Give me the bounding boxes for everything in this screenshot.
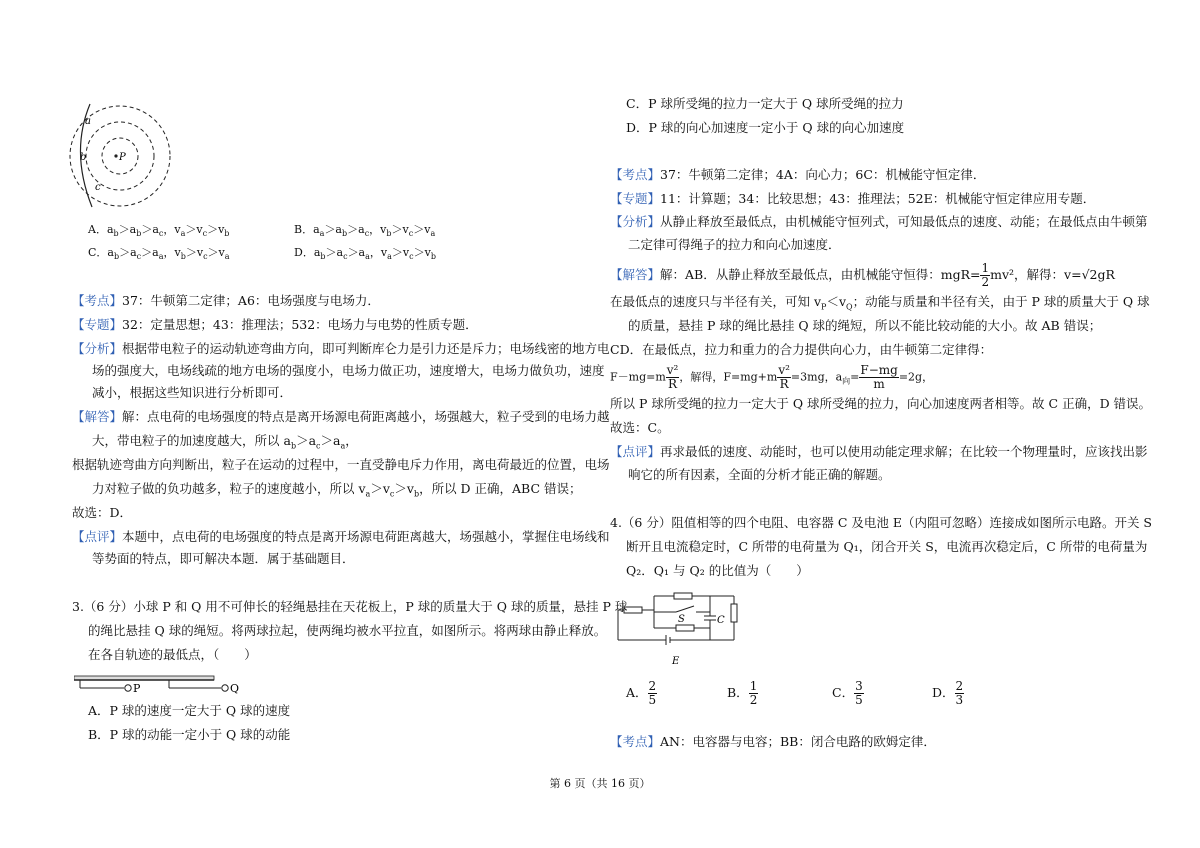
q2-fenxi-2: 场的强度大，电场线疏的地方电场的强度小，电场力做正功，速度增大，电场力做负功，速度 <box>92 363 605 378</box>
q2-option-d[interactable]: D．$a_b>a_c>a_a$，$v_a>v_c>v_b$ <box>294 246 436 262</box>
q2-jieda: 【解答】解：点电荷的电场强度的特点是离开场源电荷距离越小，场强越大，粒子受到的电场力越 <box>72 409 610 424</box>
label-b: b <box>80 152 87 163</box>
q4-option-a[interactable]: A． $\frac{2}{5}$ <box>626 679 657 707</box>
q3-answer: 故选：C。 <box>610 420 670 435</box>
q3-fenxi: 【分析】从静止释放至最低点，由机械能守恒列式，可知最低点的速度、动能；在最低点由牛顿第 <box>610 214 1148 229</box>
q3-jieda-6: 所以 P 球所受绳的拉力一定大于 Q 球所受绳的拉力，向心加速度两者相等。故 C 正确，D 错误。 <box>610 396 1152 411</box>
q4-stem-2: 断开且电流稳定时，C 所带的电荷量为 Q₁，闭合开关 S，电流再次稳定后，C 所带的电荷量为 <box>626 539 1148 554</box>
q3-jieda-4: CD．在最低点，拉力和重力的合力提供向心力，由牛顿第二定律得： <box>610 342 993 357</box>
circuit-label-c: C <box>717 615 725 626</box>
q2-jieda-2: 大，带电粒子的加速度越大，所以 $a_b>a_c>a_a$， <box>92 433 358 451</box>
q3-dianping-2: 响它的所有因素，全面的分析才能正确的解题。 <box>628 467 891 482</box>
q2-answer: 故选：D． <box>72 505 133 520</box>
q2-dianping: 【点评】本题中，点电荷的电场强度的特点是离开场源电荷距离越大，场强越小，掌握住电场线和 <box>72 529 610 544</box>
q2-kaodian: 【考点】37：牛顿第二定律；A6：电场强度与电场力． <box>72 293 380 308</box>
q3-jieda: 【解答】解：AB．从静止释放至最低点，由机械能守恒得：mgR= $\frac{1}{2}$ mv²，解得：v=√2gR <box>610 261 1115 289</box>
q3-option-a[interactable]: A．P 球的速度一定大于 Q 球的速度 <box>88 703 291 718</box>
q3-option-b[interactable]: B．P 球的动能一定小于 Q 球的动能 <box>88 727 291 742</box>
q2-dianping-2: 等势面的特点，即可解决本题．属于基础题目． <box>92 551 355 566</box>
q4-kaodian: 【考点】AN：电容器与电容；BB：闭合电路的欧姆定律． <box>610 734 936 749</box>
q4-stem-1: 4.（6 分）阻值相等的四个电阻、电容器 C 及电池 E（内阻可忽略）连接成如图所示电路。开关 S <box>610 515 1152 530</box>
q3-jieda-2: 在最低点的速度只与半径有关，可知 $v_P<v_Q$；动能与质量和半径有关，由于 P 球的质量大于 Q 球 <box>610 294 1150 312</box>
q3-jieda-5: F－mg=m $\frac{\text{v²}}{R}$ ，解得，F=mg+m $\frac{\text{v²}}{R}$ =3mg，$a_向=$ $\frac{F-mg}{m}$ =2g， <box>610 363 934 391</box>
q3-jieda-3: 的质量，悬挂 P 球的绳比悬挂 Q 球的绳短，所以不能比较动能的大小。故 AB 错误； <box>628 318 1102 333</box>
q3-stem-1: 3.（6 分）小球 P 和 Q 用不可伸长的轻绳悬挂在天花板上，P 球的质量大于 Q 球的质量，悬挂 P 球 <box>72 599 628 614</box>
q4-option-d[interactable]: D． $\frac{2}{3}$ <box>932 679 964 707</box>
q3-option-c[interactable]: C．P 球所受绳的拉力一定大于 Q 球所受绳的拉力 <box>626 96 904 111</box>
q2-option-b[interactable]: B．$a_a>a_b>a_c$，$v_b>v_c>v_a$ <box>294 223 436 239</box>
frac-half: $\frac{1}{2}$ <box>981 261 990 289</box>
q4-stem-3: Q₂．Q₁ 与 Q₂ 的比值为（ ） <box>626 563 809 578</box>
pendulum-figure <box>74 674 244 696</box>
circuit-figure <box>614 588 744 668</box>
label-p-ball: P <box>133 682 141 695</box>
q3-stem-3: 在各自轨迹的最低点，（ ） <box>88 647 257 662</box>
q2-jieda-4: 力对粒子做的负功越多，粒子的速度越小，所以 $v_a>v_c>v_b$，所以 D 正确，ABC 错误； <box>92 481 582 499</box>
circuit-label-e: E <box>672 656 680 667</box>
q3-dianping: 【点评】再求最低的速度、动能时，也可以使用动能定理求解；在比较一个物理量时，应该找出影 <box>610 444 1148 459</box>
circuit-label-s: S <box>678 614 685 625</box>
q3-option-d[interactable]: D．P 球的向心加速度一定小于 Q 球的向心加速度 <box>626 120 905 135</box>
q2-option-a[interactable]: A．$a_b>a_b>a_c$，$v_a>v_c>v_b$ <box>88 223 230 239</box>
q3-kaodian: 【考点】37：牛顿第二定律；4A：向心力；6C：机械能守恒定律． <box>610 167 986 182</box>
q4-option-c[interactable]: C． $\frac{3}{5}$ <box>832 679 863 707</box>
q4-option-b[interactable]: B． $\frac{1}{2}$ <box>727 679 758 707</box>
q2-fenxi-3: 减小，根据这些知识进行分析即可． <box>92 385 293 400</box>
frac-v2r-1: $\frac{\text{v²}}{R}$ <box>666 363 679 391</box>
frac-fmg: $\frac{F-mg}{m}$ <box>860 363 898 391</box>
q3-stem-2: 的绳比悬挂 Q 球的绳短。将两球拉起，使两绳均被水平拉直，如图所示。将两球由静止释放。 <box>88 623 607 638</box>
label-p: P <box>119 152 126 163</box>
q3-fenxi-2: 二定律可得绳子的拉力和向心加速度． <box>628 237 841 252</box>
label-a: a <box>85 116 91 127</box>
q2-zhuanti: 【专题】32：定量思想；43：推理法；532：电场力与电势的性质专题． <box>72 317 478 332</box>
frac-v2r-2: $\frac{\text{v²}}{R}$ <box>778 363 790 391</box>
electric-field-figure <box>68 102 178 212</box>
label-q-ball: Q <box>230 682 240 695</box>
q2-fenxi: 【分析】根据带电粒子的运动轨迹弯曲方向，即可判断库仑力是引力还是斥力；电场线密的地方电 <box>72 341 610 356</box>
page-footer: 第 6 页（共 16 页） <box>549 777 651 790</box>
q2-jieda-3: 根据轨迹弯曲方向判断出，粒子在运动的过程中，一直受静电斥力作用，离电荷最近的位置，电场 <box>72 457 610 472</box>
q3-zhuanti: 【专题】11：计算题；34：比较思想；43：推理法；52E：机械能守恒定律应用专题． <box>610 191 1096 206</box>
label-c: c <box>95 182 101 193</box>
q2-option-c[interactable]: C．$a_b>a_c>a_a$，$v_b>v_c>v_a$ <box>88 246 230 262</box>
